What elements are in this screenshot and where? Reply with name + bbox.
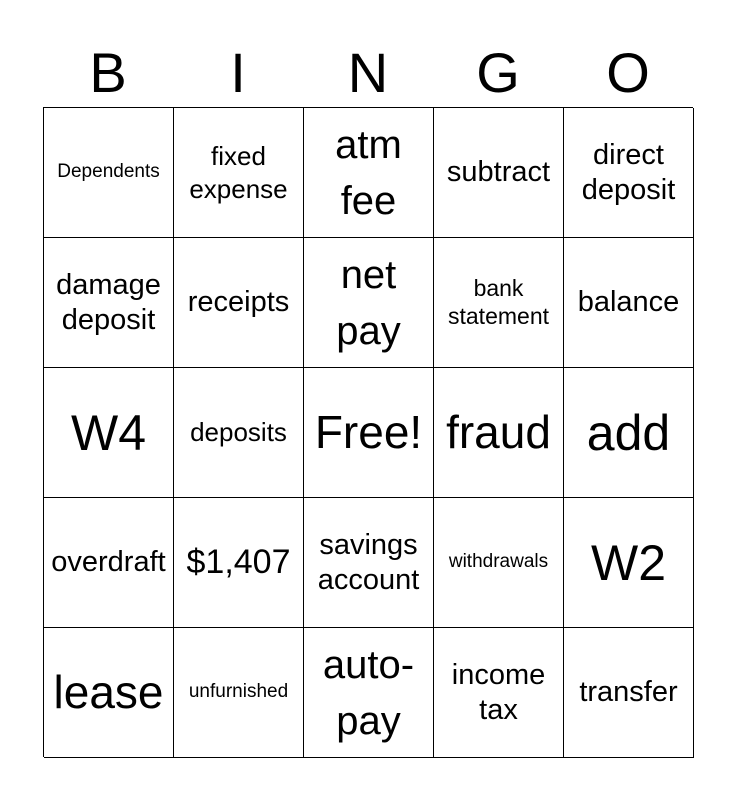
bingo-cell-r1c2[interactable]: fixed expense (174, 108, 304, 238)
bingo-cell-r3c5[interactable]: add (564, 368, 694, 498)
bingo-cell-r2c1[interactable]: damage deposit (44, 238, 174, 368)
free-space-cell[interactable]: Free! (304, 368, 434, 498)
bingo-header (43, 40, 693, 106)
bingo-cell-r5c2[interactable]: unfurnished (174, 628, 304, 758)
bingo-cell-r3c1[interactable]: W4 (44, 368, 174, 498)
bingo-cell-r4c4[interactable]: withdrawals (434, 498, 564, 628)
bingo-cell-r1c1[interactable]: Dependents (44, 108, 174, 238)
bingo-cell-r5c5[interactable]: transfer (564, 628, 694, 758)
header-letter-i: I (230, 41, 246, 104)
bingo-cell-r5c1[interactable]: lease (44, 628, 174, 758)
header-letter-g: G (476, 41, 520, 104)
header-letter-b: B (89, 41, 127, 104)
bingo-cell-r2c2[interactable]: receipts (174, 238, 304, 368)
bingo-cell-r4c5[interactable]: W2 (564, 498, 694, 628)
header-letter-n: N (347, 41, 389, 104)
bingo-cell-r4c3[interactable]: savings account (304, 498, 434, 628)
bingo-cell-r1c5[interactable]: direct deposit (564, 108, 694, 238)
bingo-cell-r2c5[interactable]: balance (564, 238, 694, 368)
bingo-cell-r1c4[interactable]: subtract (434, 108, 564, 238)
bingo-cell-r3c2[interactable]: deposits (174, 368, 304, 498)
bingo-cell-r2c4[interactable]: bank statement (434, 238, 564, 368)
bingo-cell-r2c3[interactable]: net pay (304, 238, 434, 368)
bingo-cell-r3c4[interactable]: fraud (434, 368, 564, 498)
header-letter-o: O (606, 41, 650, 104)
bingo-cell-r1c3[interactable]: atm fee (304, 108, 434, 238)
bingo-cell-r4c1[interactable]: overdraft (44, 498, 174, 628)
bingo-cell-r5c3[interactable]: auto- pay (304, 628, 434, 758)
bingo-cell-r4c2[interactable]: $1,407 (174, 498, 304, 628)
bingo-card-grid (43, 107, 693, 757)
bingo-cell-r5c4[interactable]: income tax (434, 628, 564, 758)
